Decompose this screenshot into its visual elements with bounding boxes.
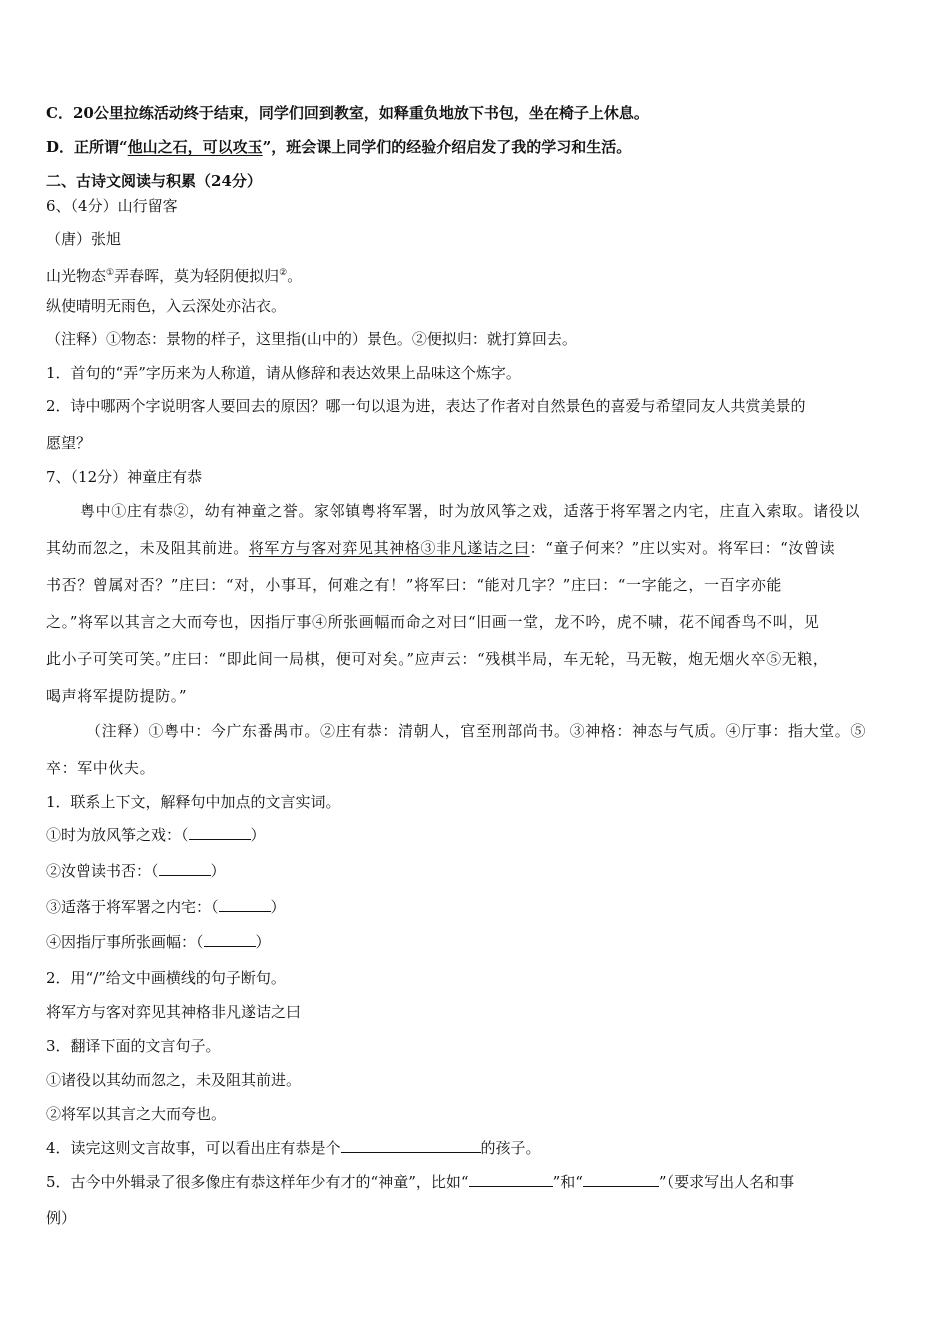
q6-note: （注释）①物态：景物的样子，这里指(山中的）景色。②便拟归：就打算回去。 <box>46 330 577 348</box>
q7-passage-line-2: 其幼而忽之，未及阻其前进。将军方与客对弈见其神格③非凡遂诘之曰：“童子何来？”庄以实对。将军曰：“汝曾读 <box>46 539 836 557</box>
q7-passage-line-3: 书否？曾属对否？”庄曰：“对，小事耳，何难之有！”将军曰：“能对几字？”庄曰：“一字能之，一百字亦能 <box>46 576 783 594</box>
answer-blank[interactable] <box>159 861 211 876</box>
q6-author: （唐）张旭 <box>46 230 122 248</box>
q6-poem-line-1: 山光物态①弄春晖，莫为轻阴便拟归②。 <box>46 267 303 285</box>
q7-sub1-b: ②汝曾读书否：（ ） <box>46 862 226 880</box>
answer-blank[interactable] <box>469 1172 553 1187</box>
q7-title: 7、（12分）神童庄有恭 <box>46 468 203 486</box>
q6-sub2: 2．诗中哪两个字说明客人要回去的原因？哪一句以退为进，表达了作者对自然景色的喜爱与希望同友人共赏美景的 <box>46 397 806 415</box>
q7-underlined-sentence: 将军方与客对弈见其神格③非凡遂诘之曰 <box>248 539 530 557</box>
option-c: C．20公里拉练活动终于结束，同学们回到教室，如释重负地放下书包，坐在椅子上休息。 <box>46 104 649 122</box>
answer-blank[interactable] <box>219 897 271 912</box>
option-d: D．正所谓“他山之石，可以攻玉”，班会课上同学们的经验介绍启发了我的学习和生活。 <box>46 138 632 156</box>
q7-passage-line-6: 喝声将军提防提防。” <box>46 687 188 705</box>
q6-sub1: 1．首句的“弄”字历来为人称道，请从修辞和表达效果上品味这个炼字。 <box>46 364 521 382</box>
q7-sub2: 2．用“/”给文中画横线的句子断句。 <box>46 969 286 987</box>
q7-sub1-a: ①时为放风筝之戏：（ ） <box>46 826 266 844</box>
q7-sub4: 4．读完这则文言故事，可以看出庄有恭是个 的孩子。 <box>46 1139 541 1157</box>
q7-sub1-c: ③适落于将军署之内宅：（ ） <box>46 898 286 916</box>
q6-poem-line-2: 纵使晴明无雨色，入云深处亦沾衣。 <box>46 297 287 315</box>
answer-blank[interactable] <box>204 932 256 947</box>
q7-sub2-sentence: 将军方与客对弈见其神格非凡遂诘之曰 <box>46 1003 302 1021</box>
q7-sub5-cont: 例） <box>46 1209 77 1227</box>
q6-title: 6、（4分）山行留客 <box>46 197 178 215</box>
q7-passage-line-5: 此小子可笑可笑。”庄曰：“即此间一局棋，便可对矣。”应声云：“残棋半局，车无轮，马无鞍，炮无烟火卒⑤无粮， <box>46 650 829 668</box>
answer-blank[interactable] <box>189 825 251 840</box>
q7-sub1-d: ④因指厅事所张画幅：（ ） <box>46 933 271 951</box>
section-heading: 二、古诗文阅读与积累（24分） <box>46 172 262 190</box>
option-d-underlined: 他山之石，可以攻玉 <box>127 138 263 156</box>
q7-sub5: 5．古今中外辑录了很多像庄有恭这样年少有才的“神童”，比如“ ”和“ ”（要求写出人名和事 <box>46 1173 795 1191</box>
q7-passage-line-4: 之。”将军以其言之大而夸也，因指厅事④所张画幅而命之对曰“旧画一堂，龙不吟，虎不啸，花不闻香鸟不叫，见 <box>46 613 820 631</box>
q7-passage-line-1: 粤中①庄有恭②，幼有神童之誉。家邻镇粤将军署，时为放风筝之戏，适落于将军署之内宅，庄直入索取。诸役以 <box>80 502 861 520</box>
q7-note-line-2: 卒：军中伙夫。 <box>46 759 156 777</box>
q6-sub2-cont: 愿望？ <box>46 434 92 452</box>
q7-note-line-1: （注释）①粤中：今广东番禺市。②庄有恭：清朝人，官至刑部尚书。③神格：神态与气质。④厅事：指大堂。⑤ <box>86 722 867 740</box>
answer-blank[interactable] <box>583 1172 659 1187</box>
answer-blank[interactable] <box>341 1138 481 1153</box>
q7-sub3: 3．翻译下面的文言句子。 <box>46 1037 221 1055</box>
q7-sub3-a: ①诸役以其幼而忽之，未及阻其前进。 <box>46 1071 302 1089</box>
q7-sub3-b: ②将军以其言之大而夸也。 <box>46 1105 227 1123</box>
q7-sub1: 1．联系上下文，解释句中加点的文言实词。 <box>46 793 341 811</box>
